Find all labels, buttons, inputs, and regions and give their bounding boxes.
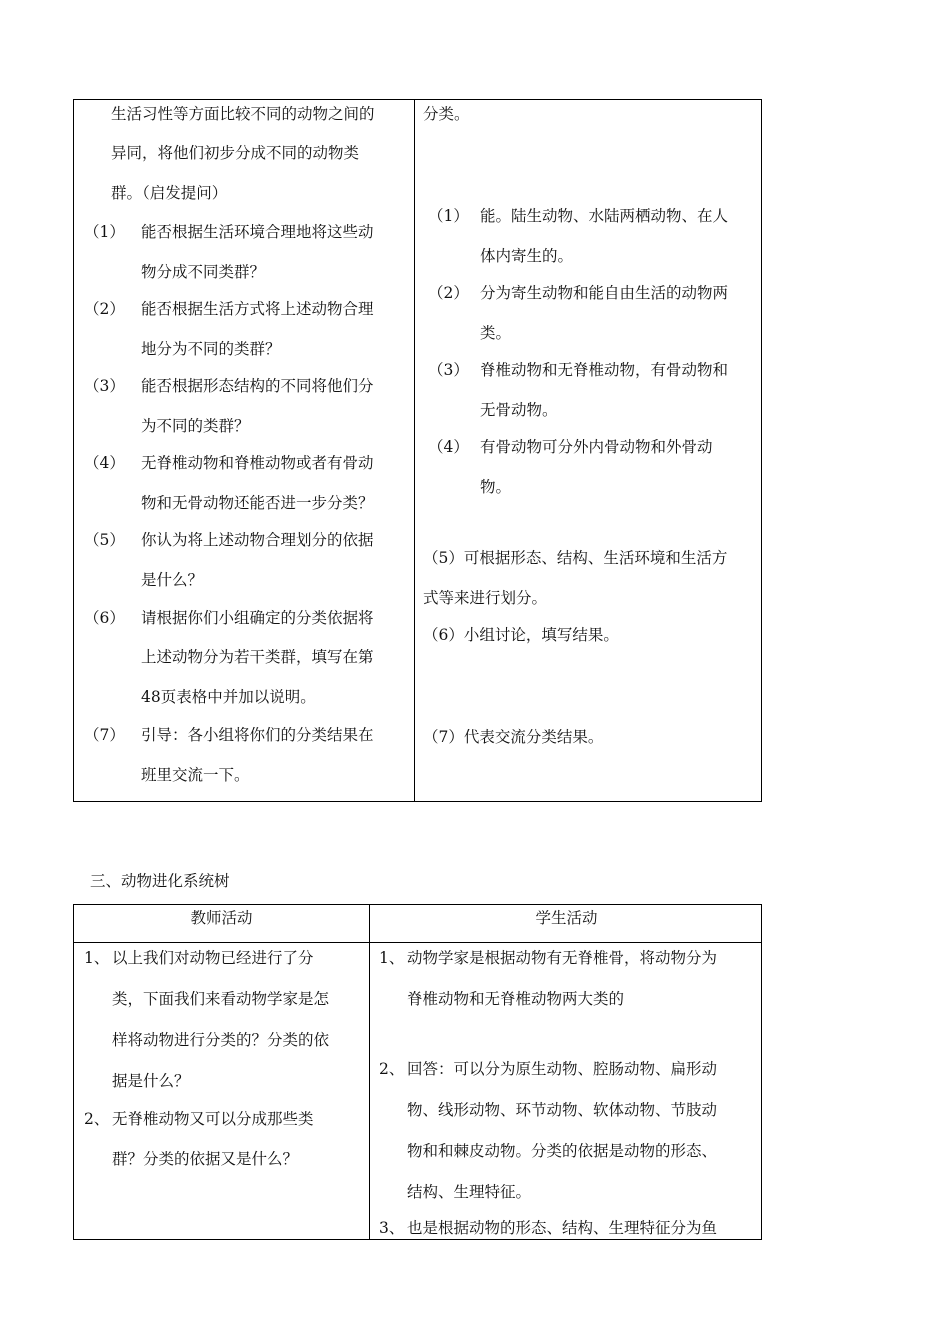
item-number: （2） (428, 284, 469, 302)
item-line: 式等来进行划分。 (423, 589, 548, 607)
item-line: 回答：可以分为原生动物、腔肠动物、扁形动 (407, 1060, 718, 1078)
item-number: （6） (84, 609, 125, 627)
column-header-teacher: 教师活动 (190, 909, 253, 927)
item-number: （2） (84, 300, 125, 318)
item-line: 类。 (480, 324, 512, 342)
column-divider (414, 100, 415, 801)
item-line: 分类。 (423, 105, 470, 123)
item-number: 3、 (379, 1219, 405, 1237)
item-line: 也是根据动物的形态、结构、生理特征分为鱼 (407, 1219, 718, 1237)
item-line: 无脊椎动物又可以分成那些类 (112, 1110, 314, 1128)
item-number: 1、 (379, 949, 405, 967)
item-line: 生活习性等方面比较不同的动物之间的 (111, 105, 375, 123)
column-header-student: 学生活动 (535, 909, 598, 927)
item-line: 地分为不同的类群？ (141, 340, 281, 358)
item-line: （5）可根据形态、结构、生活环境和生活方 (423, 549, 728, 567)
item-number: （3） (428, 361, 469, 379)
item-line: 能否根据形态结构的不同将他们分 (141, 377, 374, 395)
item-line: 脊椎动物和无脊椎动物两大类的 (407, 990, 625, 1008)
table-continued (73, 99, 762, 802)
item-line: 上述动物分为若干类群，填写在第 (141, 648, 374, 666)
item-line: 体内寄生的。 (480, 247, 574, 265)
item-number: （4） (84, 454, 125, 472)
item-line: 物和和棘皮动物。分类的依据是动物的形态、 (407, 1142, 718, 1160)
item-line: 是什么？ (141, 571, 204, 589)
item-number: 2、 (379, 1060, 405, 1078)
item-line: 班里交流一下。 (141, 766, 250, 784)
item-line: 以上我们对动物已经进行了分 (112, 949, 314, 967)
item-line: 物和无骨动物还能否进一步分类？ (141, 494, 374, 512)
item-line: 能否根据生活环境合理地将这些动 (141, 223, 374, 241)
item-line: 异同，将他们初步分成不同的动物类 (111, 144, 360, 162)
item-number: （4） (428, 438, 469, 456)
item-number: （5） (84, 531, 125, 549)
item-line: 有骨动物可分外内骨动物和外骨动 (480, 438, 713, 456)
evolution-tree-table (73, 904, 762, 1240)
item-line: （6）小组讨论，填写结果。 (423, 626, 619, 644)
item-line: 能。陆生动物、水陆两栖动物、在人 (480, 207, 729, 225)
item-line: 请根据你们小组确定的分类依据将 (141, 609, 374, 627)
item-line: 无骨动物。 (480, 401, 558, 419)
item-line: 样将动物进行分类的？分类的依 (112, 1031, 330, 1049)
item-line: 群。（启发提问） (111, 184, 228, 202)
column-divider (369, 905, 370, 1239)
item-number: 1、 (84, 949, 110, 967)
item-line: 你认为将上述动物合理划分的依据 (141, 531, 374, 549)
item-number: 2、 (84, 1110, 110, 1128)
item-line: 据是什么？ (112, 1072, 190, 1090)
item-line: 物。 (480, 478, 512, 496)
item-line: 无脊椎动物和脊椎动物或者有骨动 (141, 454, 374, 472)
item-line: 群？分类的依据又是什么？ (112, 1150, 299, 1168)
item-line: 分为寄生动物和能自由生活的动物两 (480, 284, 729, 302)
item-number: （7） (84, 726, 125, 744)
section-title: 三、动物进化系统树 (90, 872, 230, 890)
item-line: 引导：各小组将你们的分类结果在 (141, 726, 374, 744)
item-line: （7）代表交流分类结果。 (423, 728, 604, 746)
item-line: 脊椎动物和无脊椎动物，有骨动物和 (480, 361, 729, 379)
item-line: 物分成不同类群？ (141, 263, 266, 281)
item-line: 48页表格中并加以说明。 (141, 688, 316, 706)
item-line: 动物学家是根据动物有无脊椎骨，将动物分为 (407, 949, 718, 967)
item-line: 物、线形动物、环节动物、软体动物、节肢动 (407, 1101, 718, 1119)
item-line: 能否根据生活方式将上述动物合理 (141, 300, 374, 318)
item-line: 结构、生理特征。 (407, 1183, 532, 1201)
item-number: （3） (84, 377, 125, 395)
item-line: 为不同的类群？ (141, 417, 250, 435)
header-divider (74, 942, 761, 943)
item-number: （1） (84, 223, 125, 241)
item-line: 类，下面我们来看动物学家是怎 (112, 990, 330, 1008)
item-number: （1） (428, 207, 469, 225)
